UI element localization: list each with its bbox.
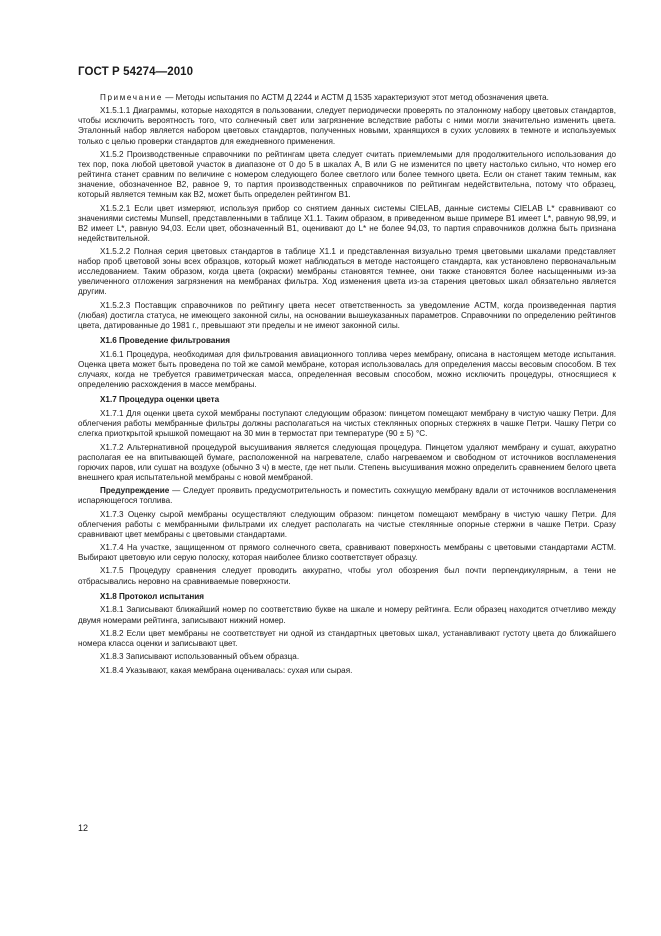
paragraph-x1-5-2-2: X1.5.2.2 Полная серия цветовых стандартов в таблице X1.1 и представленная визуально тремя цветовыми шкалами представляет набор проб цветовой зоны всех образцов, который может наблюдаться в методе настоящего стандарта, как установлено первоначальным исследованием. Таким образом, когда цвета (окраски) мембраны становятся темнее, они также становятся более насыщенными из-за увеличенного отложения загрязнения на мембранах фильтра. Ход изменения цвета из-за старения цветовых шкал обязательно является другим. (78, 247, 616, 297)
paragraph-x1-8-4: X1.8.4 Указывают, какая мембрана оценивалась: сухая или сырая. (100, 665, 353, 675)
document-body (78, 93, 616, 679)
paragraph-x1-7-4: X1.7.4 На участке, защищенном от прямого солнечного света, сравнивают поверхность мембраны с цветовыми стандартами АСТМ. Выбирают цветовую или серую полоску, которая наиболее близко соответствует образцу. (78, 543, 616, 563)
section-heading-x1-6: X1.6 Проведение фильтрования (100, 336, 230, 345)
paragraph-x1-6-1: X1.6.1 Процедура, необходимая для фильтрования авиационного топлива через мембрану, описана в настоящем методе испытания. Оценка цвета может быть проведена по той же самой мембране, которая использовалась для определения массы весовым способом. В тех случаях, когда не требуется гравиметрическая масса, определенная весовым способом, можно исключить процедуры, относящиеся к определению расхождения в массе мембраны. (78, 349, 616, 390)
section-heading-x1-7: X1.7 Процедура оценки цвета (100, 395, 220, 405)
warning-paragraph (78, 486, 616, 506)
note-text: — Методы испытания по АСТМ Д 2244 и АСТМ Д 1535 характеризуют этот метод обозначения цвета. (165, 93, 549, 102)
paragraph-x1-7-5: X1.7.5 Процедуру сравнения следует проводить аккуратно, чтобы угол обозрения был почти перпендикулярным, а тени не отбрасывались неровно на сравниваемые поверхности. (78, 566, 616, 586)
note-label: Примечание (100, 93, 164, 102)
warning-text: — Следует проявить предусмотрительность и поместить сохнущую мембрану вдали от источников воспламенения испаряющегося топлива. (78, 486, 616, 506)
note-paragraph (78, 93, 616, 103)
paragraph-x1-5-2-3: X1.5.2.3 Поставщик справочников по рейтингу цвета несет ответственность за уведомление АСТМ, когда произведенная партия (любая) достигла статуса, не имеющего законной силы, на основании вышеуказанных параметров. Справочники по определению рейтингов цвета, датированные до 1981 г., превышают эти пределы и не имеют законной силы. (78, 300, 616, 330)
paragraph-x1-7-3: X1.7.3 Оценку сырой мембраны осуществляют следующим образом: пинцетом помещают мембрану в чистую чашку Петри. Для облегчения работы с мембранными фильтрами их следует располагать на чистые стеклянные опорные стержни в чашке Петри. Сразу сравнивают цвет мембраны с цветовыми стандартами. (78, 509, 616, 539)
paragraph-x1-5-1-1: X1.5.1.1 Диаграммы, которые находятся в пользовании, следует периодически проверять по эталонному набору цветовых стандартов, чтобы исключить вероятность того, что солнечный свет или загрязнение вследствие работы с ними могли значительно изменить цвета. Эталонный набор является набором цветовых стандартов, полученных новыми, хранящихся в сухих условиях в темноте и используемых только с целью проверки стандартов для ежедневного применения. (78, 106, 616, 146)
paragraph-x1-8-2: X1.8.2 Если цвет мембраны не соответствует ни одной из стандартных цветовых шкал, устанавливают густоту цвета до ближайшего номера класса оценки и записывают цвет. (78, 628, 616, 648)
paragraph-x1-5-2-1: X1.5.2.1 Если цвет измеряют, используя прибор со снятием данных системы CIELAB, данные системы CIELAB L* сравнивают со значениями системы Munsell, представленными в таблице X1.1. Таким образом, в приведенном выше примере В1 имеет L*, равную 98,99, и В2 имеет L*, равную 94,03. Если цвет, обозначенный В1, оценивают до L* не более 94,03, то партия справочников должна быть признана недействительной. (78, 203, 616, 243)
paragraph-x1-5-2: X1.5.2 Производственные справочники по рейтингам цвета следует считать приемлемыми для продолжительного использования до тех пор, пока любой цветовой участок в диапазоне от 0 до 5 в шкалах А, В или G не изменится по цвету настолько сильно, что номер его рейтинга станет сравним по величине с номером следующего более светлого или более темного цвета. Если он станет таким темным, как значение, обозначенное В2, равное 9, то партия производственных справочников по рейтингам недействительна, потому что образец, который является темным как В2, может быть определен рейтингом В1. (78, 149, 616, 200)
page-number: 12 (78, 823, 89, 833)
section-heading-x1-8: X1.8 Протокол испытания (100, 591, 205, 601)
warning-label: Предупреждение (100, 486, 170, 496)
paragraph-x1-8-1: X1.8.1 Записывают ближайший номер по соответствию букве на шкале и номеру рейтинга. Если образец находится отчетливо между двумя номерами рейтинга, записывают нижний номер. (78, 605, 616, 625)
paragraph-x1-7-1: X1.7.1 Для оценки цвета сухой мембраны поступают следующим образом: пинцетом помещают мембрану в чистую чашку Петри. Для облегчения работы мембранные фильтры должны располагаться на чистых стеклянных опорных стержнях в чашке Петри. Чашку Петри со слегка приоткрытой крышкой помещают на 30 мин в термостат при температуре (90 ± 5) °С. (78, 409, 616, 439)
paragraph-x1-7-2: X1.7.2 Альтернативной процедурой высушивания является следующая процедура. Пинцетом удаляют мембрану и сушат, аккуратно располагая ее на впитывающей бумаге, расположенной на нагревателе, слабо нагреваемом и свободном от источников воспламенения горючих паров, или сушат на воздухе (обычно 3 ч) в месте, где нет пыли. Степень высушивания можно определить сравнением белого цвета внешнего края испытательной мембраны с новой мембраной. (78, 442, 616, 482)
document-header: ГОСТ Р 54274—2010 (78, 66, 194, 78)
paragraph-x1-8-3: X1.8.3 Записывают использованный объем образца. (100, 652, 300, 662)
